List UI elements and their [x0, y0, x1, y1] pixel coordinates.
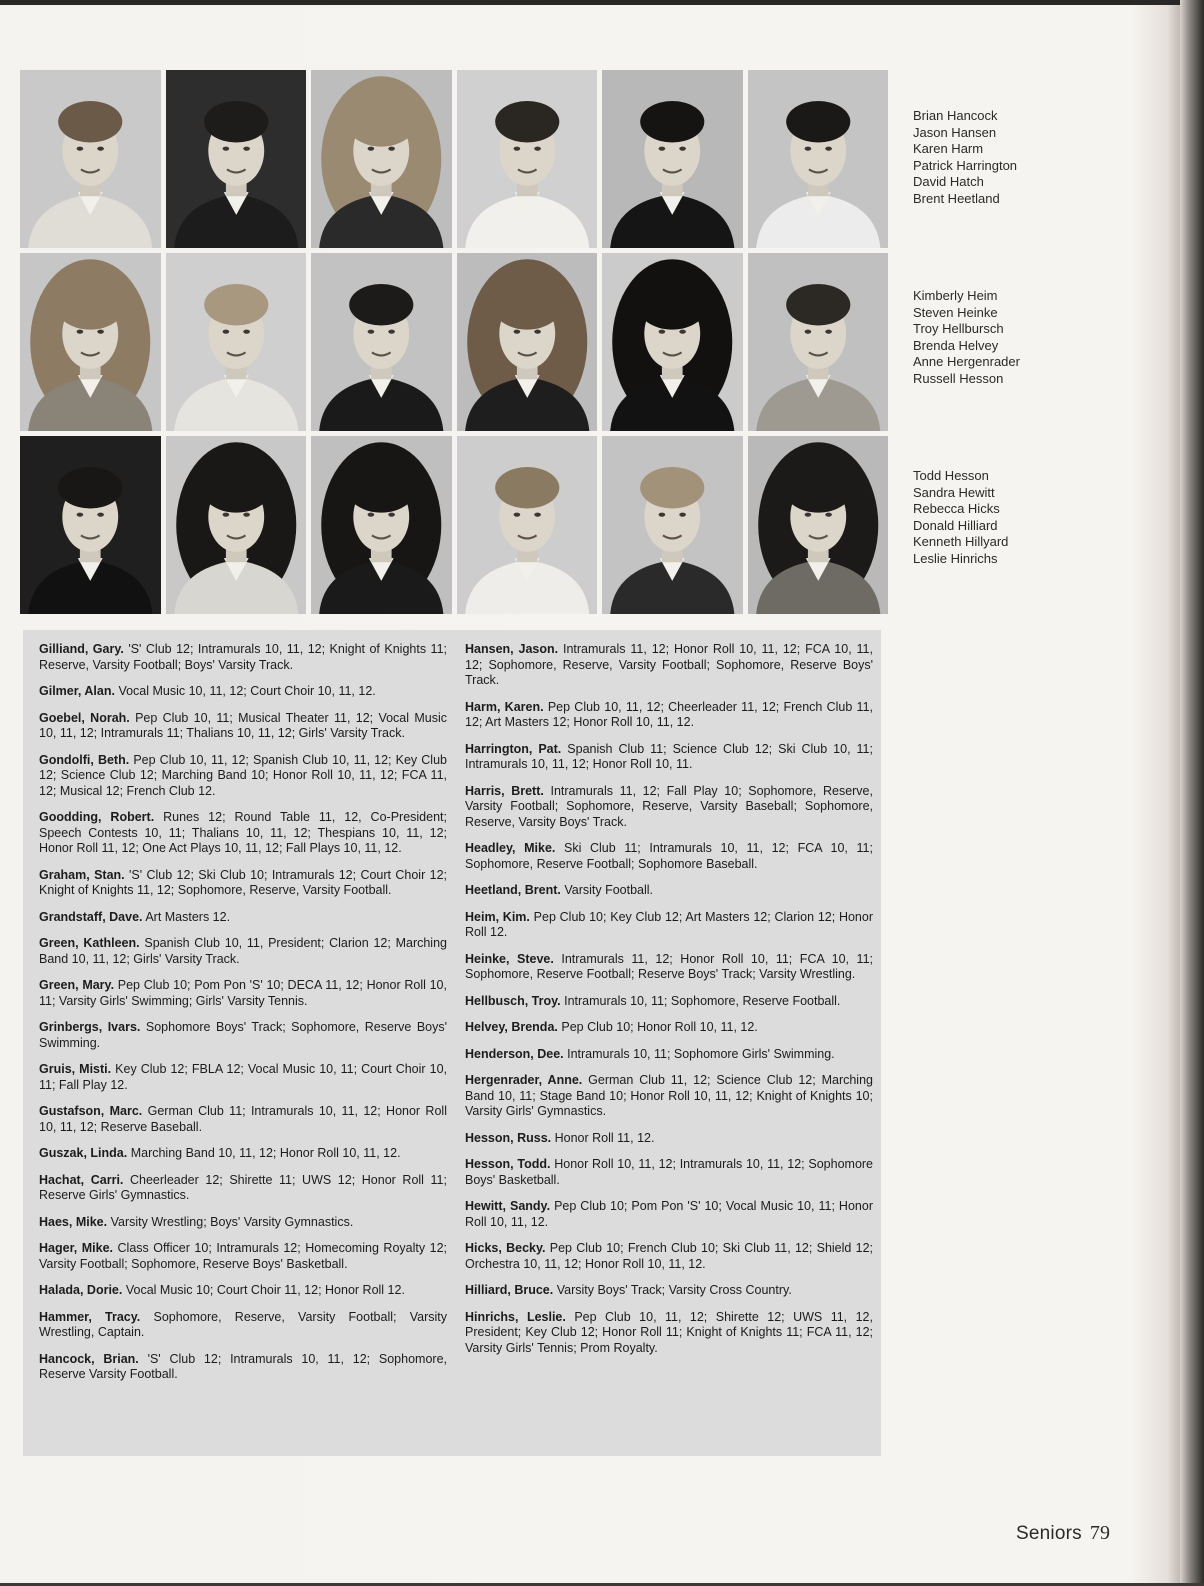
portrait-photo: [311, 436, 452, 614]
section-label: Seniors: [1016, 1523, 1082, 1544]
senior-entry: [465, 700, 873, 731]
senior-activities: Vocal Music 10; Court Choir 11, 12; Honor Roll 12.: [125, 1283, 405, 1297]
portrait-photo: [748, 70, 889, 248]
senior-activities: Art Masters 12.: [145, 909, 231, 924]
senior-name: Grinbergs, Ivars.: [39, 1020, 141, 1034]
senior-name: Green, Kathleen.: [39, 936, 140, 950]
senior-activities: Intramurals 11, 12; Fall Play 10; Sophomore, Reserve, Varsity Football; Sophomore, Reserve, Varsity Baseball; Sophomore, Reserve, Varsity Boys' Track.: [465, 783, 873, 829]
senior-name: Goodding, Robert.: [39, 810, 155, 824]
activities-column-right: [465, 642, 873, 1367]
photo-caption-row-2: [913, 288, 1053, 387]
senior-entry: [39, 642, 447, 673]
senior-name: Green, Mary.: [39, 978, 115, 992]
senior-activities: Pep Club 10, 11, 12; Cheerleader 11, 12; French Club 11, 12; Art Masters 12; Honor Roll 10, 11, 12.: [465, 699, 874, 729]
senior-name: Harrington, Pat.: [465, 741, 562, 756]
photo-caption-name: Brent Heetland: [913, 190, 1000, 206]
senior-name: Harm, Karen.: [465, 699, 544, 714]
photo-caption-name: Donald Hilliard: [913, 517, 998, 533]
photo-caption-name: Patrick Harrington: [913, 157, 1018, 173]
senior-name: Headley, Mike.: [465, 841, 556, 855]
senior-activities: Pep Club 10, 11; Musical Theater 11, 12; Vocal Music 10, 11, 12; Intramurals 11; Thalians 10, 11, 12; Girls' Varsity Track.: [39, 710, 447, 740]
senior-entry: [39, 1062, 447, 1093]
senior-activities: Intramurals 11, 12; Honor Roll 10, 11; FCA 10, 11; Sophomore, Reserve Football; Reserve Boys' Track; Varsity Wrestling.: [465, 951, 873, 981]
senior-activities: 'S' Club 12; Ski Club 10; Intramurals 12; Court Choir 12; Knight of Knights 11, 12; Sophomore, Reserve, Varsity Football.: [39, 867, 447, 897]
photo-caption-name: Anne Hergenrader: [913, 354, 1020, 369]
senior-name: Harris, Brett.: [465, 783, 544, 798]
senior-entry: [39, 1215, 447, 1231]
senior-activities: Pep Club 10; Key Club 12; Art Masters 12; Clarion 12; Honor Roll 12.: [465, 909, 873, 939]
senior-name: Hesson, Todd.: [465, 1157, 551, 1171]
senior-entry: [465, 642, 873, 689]
portrait-photo: [166, 253, 307, 431]
senior-name: Gruis, Misti.: [39, 1062, 112, 1076]
senior-name: Heetland, Brent.: [465, 883, 561, 897]
senior-activities: Honor Roll 10, 11, 12; Intramurals 10, 11, 12; Sophomore Boys' Basketball.: [465, 1157, 874, 1187]
senior-name: Hansen, Jason.: [465, 642, 559, 656]
senior-entry: [465, 1241, 873, 1272]
senior-entry: [465, 1310, 873, 1357]
senior-entry: [39, 1173, 447, 1204]
senior-name: Gondolfi, Beth.: [39, 752, 130, 767]
senior-name: Hicks, Becky.: [465, 1241, 546, 1255]
senior-activities: Spanish Club 10, 11, President; Clarion 12; Marching Band 10, 11, 12; Girls' Varsity Track.: [39, 936, 447, 966]
senior-activities: Pep Club 10; Honor Roll 10, 11, 12.: [561, 1020, 758, 1034]
senior-entry: [39, 1020, 447, 1051]
portrait-photo: [602, 436, 743, 614]
senior-entry: [39, 936, 447, 967]
photo-caption-name: Steven Heinke: [913, 304, 998, 320]
portrait-photo: [311, 70, 452, 248]
senior-name: Guszak, Linda.: [39, 1146, 128, 1160]
senior-entry: [39, 1283, 447, 1299]
senior-activities: Intramurals 11, 12; Honor Roll 10, 11, 12; FCA 10, 11, 12; Sophomore, Reserve, Varsity Football; Sophomore, Reserve Boys' Track.: [465, 642, 873, 687]
senior-entry: [39, 868, 447, 899]
senior-activities: Pep Club 10; Pom Pon 'S' 10; Vocal Music 10, 11; Honor Roll 10, 11, 12.: [465, 1199, 873, 1229]
portrait-photo: [20, 436, 161, 614]
senior-entry: [465, 1157, 873, 1188]
senior-name: Hammer, Tracy.: [39, 1309, 141, 1324]
senior-activities: German Club 11; Intramurals 10, 11, 12; Honor Roll 10, 11, 12; Reserve Baseball.: [39, 1104, 447, 1134]
photo-caption-name: Kimberly Heim: [913, 288, 998, 303]
senior-entry: [39, 753, 447, 800]
senior-activities: Marching Band 10, 11, 12; Honor Roll 10, 11, 12.: [130, 1146, 401, 1160]
senior-activities: Varsity Wrestling; Boys' Varsity Gymnastics.: [110, 1214, 354, 1229]
senior-name: Hancock, Brian.: [39, 1351, 139, 1366]
senior-name: Hesson, Russ.: [465, 1130, 552, 1145]
photo-caption-row-3: [913, 468, 1053, 567]
photo-caption-name: Karen Harm: [913, 141, 984, 156]
senior-name: Hellbusch, Troy.: [465, 993, 561, 1008]
senior-entry: [465, 841, 873, 872]
senior-activities: Class Officer 10; Intramurals 12; Homecoming Royalty 12; Varsity Football; Sophomore, Reserve Boys' Basketball.: [39, 1241, 447, 1271]
senior-activities: Runes 12; Round Table 11, 12, Co-President; Speech Contests 10, 11; Thalians 10, 11, 12; Thespians 10, 11, 12; Honor Roll 11, 12; One Act Plays 10, 11, 12; Fall Plays 10, 11, 12.: [39, 810, 447, 855]
senior-entry: [39, 810, 447, 857]
senior-activities: Intramurals 10, 11; Sophomore, Reserve Football.: [564, 993, 841, 1008]
portrait-photo: [311, 253, 452, 431]
senior-activities: Pep Club 10, 11, 12; Shirette 12; UWS 11, 12, President; Key Club 12; Honor Roll 11; Knight of Knights 11; FCA 11, 12; Varsity Girls' Tennis; Prom Royalty.: [465, 1309, 873, 1355]
portrait-photo: [457, 70, 598, 248]
senior-activities: Pep Club 10; Pom Pon 'S' 10; DECA 11, 12; Honor Roll 10, 11; Varsity Girls' Swimming; Girls' Varsity Tennis.: [39, 978, 447, 1008]
photo-caption-name: Russell Hesson: [913, 370, 1004, 386]
senior-portrait-grid: [20, 70, 888, 614]
senior-activities: Honor Roll 11, 12.: [554, 1130, 655, 1145]
page-number: 79: [1089, 1522, 1111, 1544]
activities-column-left: [39, 642, 447, 1394]
photo-caption-name: Leslie Hinrichs: [913, 550, 998, 566]
senior-entry: [465, 910, 873, 941]
senior-name: Haes, Mike.: [39, 1214, 108, 1229]
photo-caption-name: Jason Hansen: [913, 124, 997, 140]
photo-caption-name: David Hatch: [913, 174, 984, 189]
senior-entry: [465, 784, 873, 831]
senior-name: Helvey, Brenda.: [465, 1020, 558, 1034]
senior-activities: Sophomore Boys' Track; Sophomore, Reserve Boys' Swimming.: [39, 1020, 447, 1050]
senior-entry: [39, 1241, 447, 1272]
senior-name: Graham, Stan.: [39, 867, 125, 882]
photo-caption-name: Brian Hancock: [913, 108, 998, 123]
senior-name: Halada, Dorie.: [39, 1283, 123, 1297]
senior-name: Gilliand, Gary.: [39, 642, 124, 656]
senior-activities: Vocal Music 10, 11, 12; Court Choir 10, 11, 12.: [118, 684, 376, 698]
senior-entry: [39, 684, 447, 700]
photo-caption-name: Brenda Helvey: [913, 337, 999, 353]
senior-entry: [465, 1047, 873, 1063]
portrait-photo: [602, 70, 743, 248]
senior-activities: 'S' Club 12; Intramurals 10, 11, 12; Knight of Knights 11; Reserve, Varsity Football; Boys' Varsity Track.: [39, 642, 447, 672]
portrait-photo: [166, 436, 307, 614]
senior-entry: [39, 1104, 447, 1135]
photo-caption-name: Troy Hellbursch: [913, 321, 1004, 336]
senior-entry: [465, 994, 873, 1010]
senior-entry: [465, 883, 873, 899]
page-top-edge: [0, 0, 1204, 5]
senior-activities: Pep Club 10, 11, 12; Spanish Club 10, 11, 12; Key Club 12; Science Club 12; Marching Band 10; Honor Roll 10, 11, 12; FCA 11, 12; Musical 12; French Club 12.: [39, 752, 447, 798]
senior-entry: [39, 978, 447, 1009]
senior-entry: [465, 1199, 873, 1230]
photo-caption-name: Todd Hesson: [913, 468, 989, 483]
photo-caption-name: Sandra Hewitt: [913, 484, 995, 500]
photo-caption-row-1: [913, 108, 1053, 207]
senior-activities: Intramurals 10, 11; Sophomore Girls' Swimming.: [567, 1046, 835, 1061]
senior-name: Grandstaff, Dave.: [39, 909, 143, 924]
senior-activities: German Club 11, 12; Science Club 12; Marching Band 10, 11; Stage Band 10; Honor Roll 10, 11, 12; Knight of Knights 10; Varsity Girls' Gymnastics.: [465, 1073, 873, 1118]
senior-activities: Key Club 12; FBLA 12; Vocal Music 10, 11; Court Choir 10, 11; Fall Play 12.: [39, 1062, 447, 1092]
senior-name: Gustafson, Marc.: [39, 1104, 143, 1118]
senior-name: Hilliard, Bruce.: [465, 1283, 554, 1297]
senior-name: Hewitt, Sandy.: [465, 1199, 551, 1213]
senior-name: Hergenrader, Anne.: [465, 1073, 583, 1087]
portrait-photo: [166, 70, 307, 248]
senior-activities: Ski Club 11; Intramurals 10, 11, 12; FCA 10, 11; Sophomore, Reserve Football; Sophomore Baseball.: [465, 841, 873, 871]
photo-caption-name: Rebecca Hicks: [913, 501, 1000, 516]
senior-name: Hager, Mike.: [39, 1241, 113, 1255]
senior-entry: [39, 910, 447, 926]
senior-name: Heim, Kim.: [465, 909, 530, 924]
portrait-photo: [20, 253, 161, 431]
senior-activities: Cheerleader 12; Shirette 11; UWS 12; Honor Roll 11; Reserve Girls' Gymnastics.: [39, 1172, 447, 1202]
senior-entry: [465, 1073, 873, 1120]
senior-activities: Pep Club 10; French Club 10; Ski Club 11, 12; Shield 12; Orchestra 10, 11, 12; Honor Roll 10, 11, 12.: [465, 1241, 873, 1271]
senior-entry: [465, 952, 873, 983]
senior-name: Hachat, Carri.: [39, 1172, 124, 1187]
senior-name: Hinrichs, Leslie.: [465, 1309, 566, 1324]
senior-activities: 'S' Club 12; Intramurals 10, 11, 12; Sophomore, Reserve Varsity Football.: [39, 1351, 447, 1381]
portrait-photo: [20, 70, 161, 248]
portrait-photo: [748, 436, 889, 614]
senior-activities: Sophomore, Reserve, Varsity Football; Varsity Wrestling, Captain.: [39, 1309, 447, 1339]
senior-entry: [39, 1310, 447, 1341]
senior-entry: [465, 742, 873, 773]
senior-entry: [465, 1283, 873, 1299]
senior-activities: Varsity Boys' Track; Varsity Cross Country.: [556, 1283, 792, 1297]
page-footer: [1016, 1522, 1110, 1545]
senior-name: Henderson, Dee.: [465, 1046, 564, 1061]
portrait-photo: [748, 253, 889, 431]
senior-entry: [39, 1352, 447, 1383]
senior-name: Goebel, Norah.: [39, 710, 130, 725]
senior-activities: Varsity Football.: [564, 883, 654, 897]
photo-caption-name: Kenneth Hillyard: [913, 534, 1009, 549]
senior-entry: [39, 711, 447, 742]
senior-activities-block: [23, 630, 881, 1456]
senior-name: Heinke, Steve.: [465, 951, 554, 966]
senior-entry: [465, 1020, 873, 1036]
senior-name: Gilmer, Alan.: [39, 684, 115, 698]
senior-entry: [465, 1131, 873, 1147]
portrait-photo: [457, 436, 598, 614]
portrait-photo: [602, 253, 743, 431]
page-binding-edge: [1180, 0, 1204, 1586]
senior-activities: Spanish Club 11; Science Club 12; Ski Club 10, 11; Intramurals 10, 11, 12; Honor Roll 10, 11.: [465, 741, 873, 771]
senior-entry: [39, 1146, 447, 1162]
portrait-photo: [457, 253, 598, 431]
